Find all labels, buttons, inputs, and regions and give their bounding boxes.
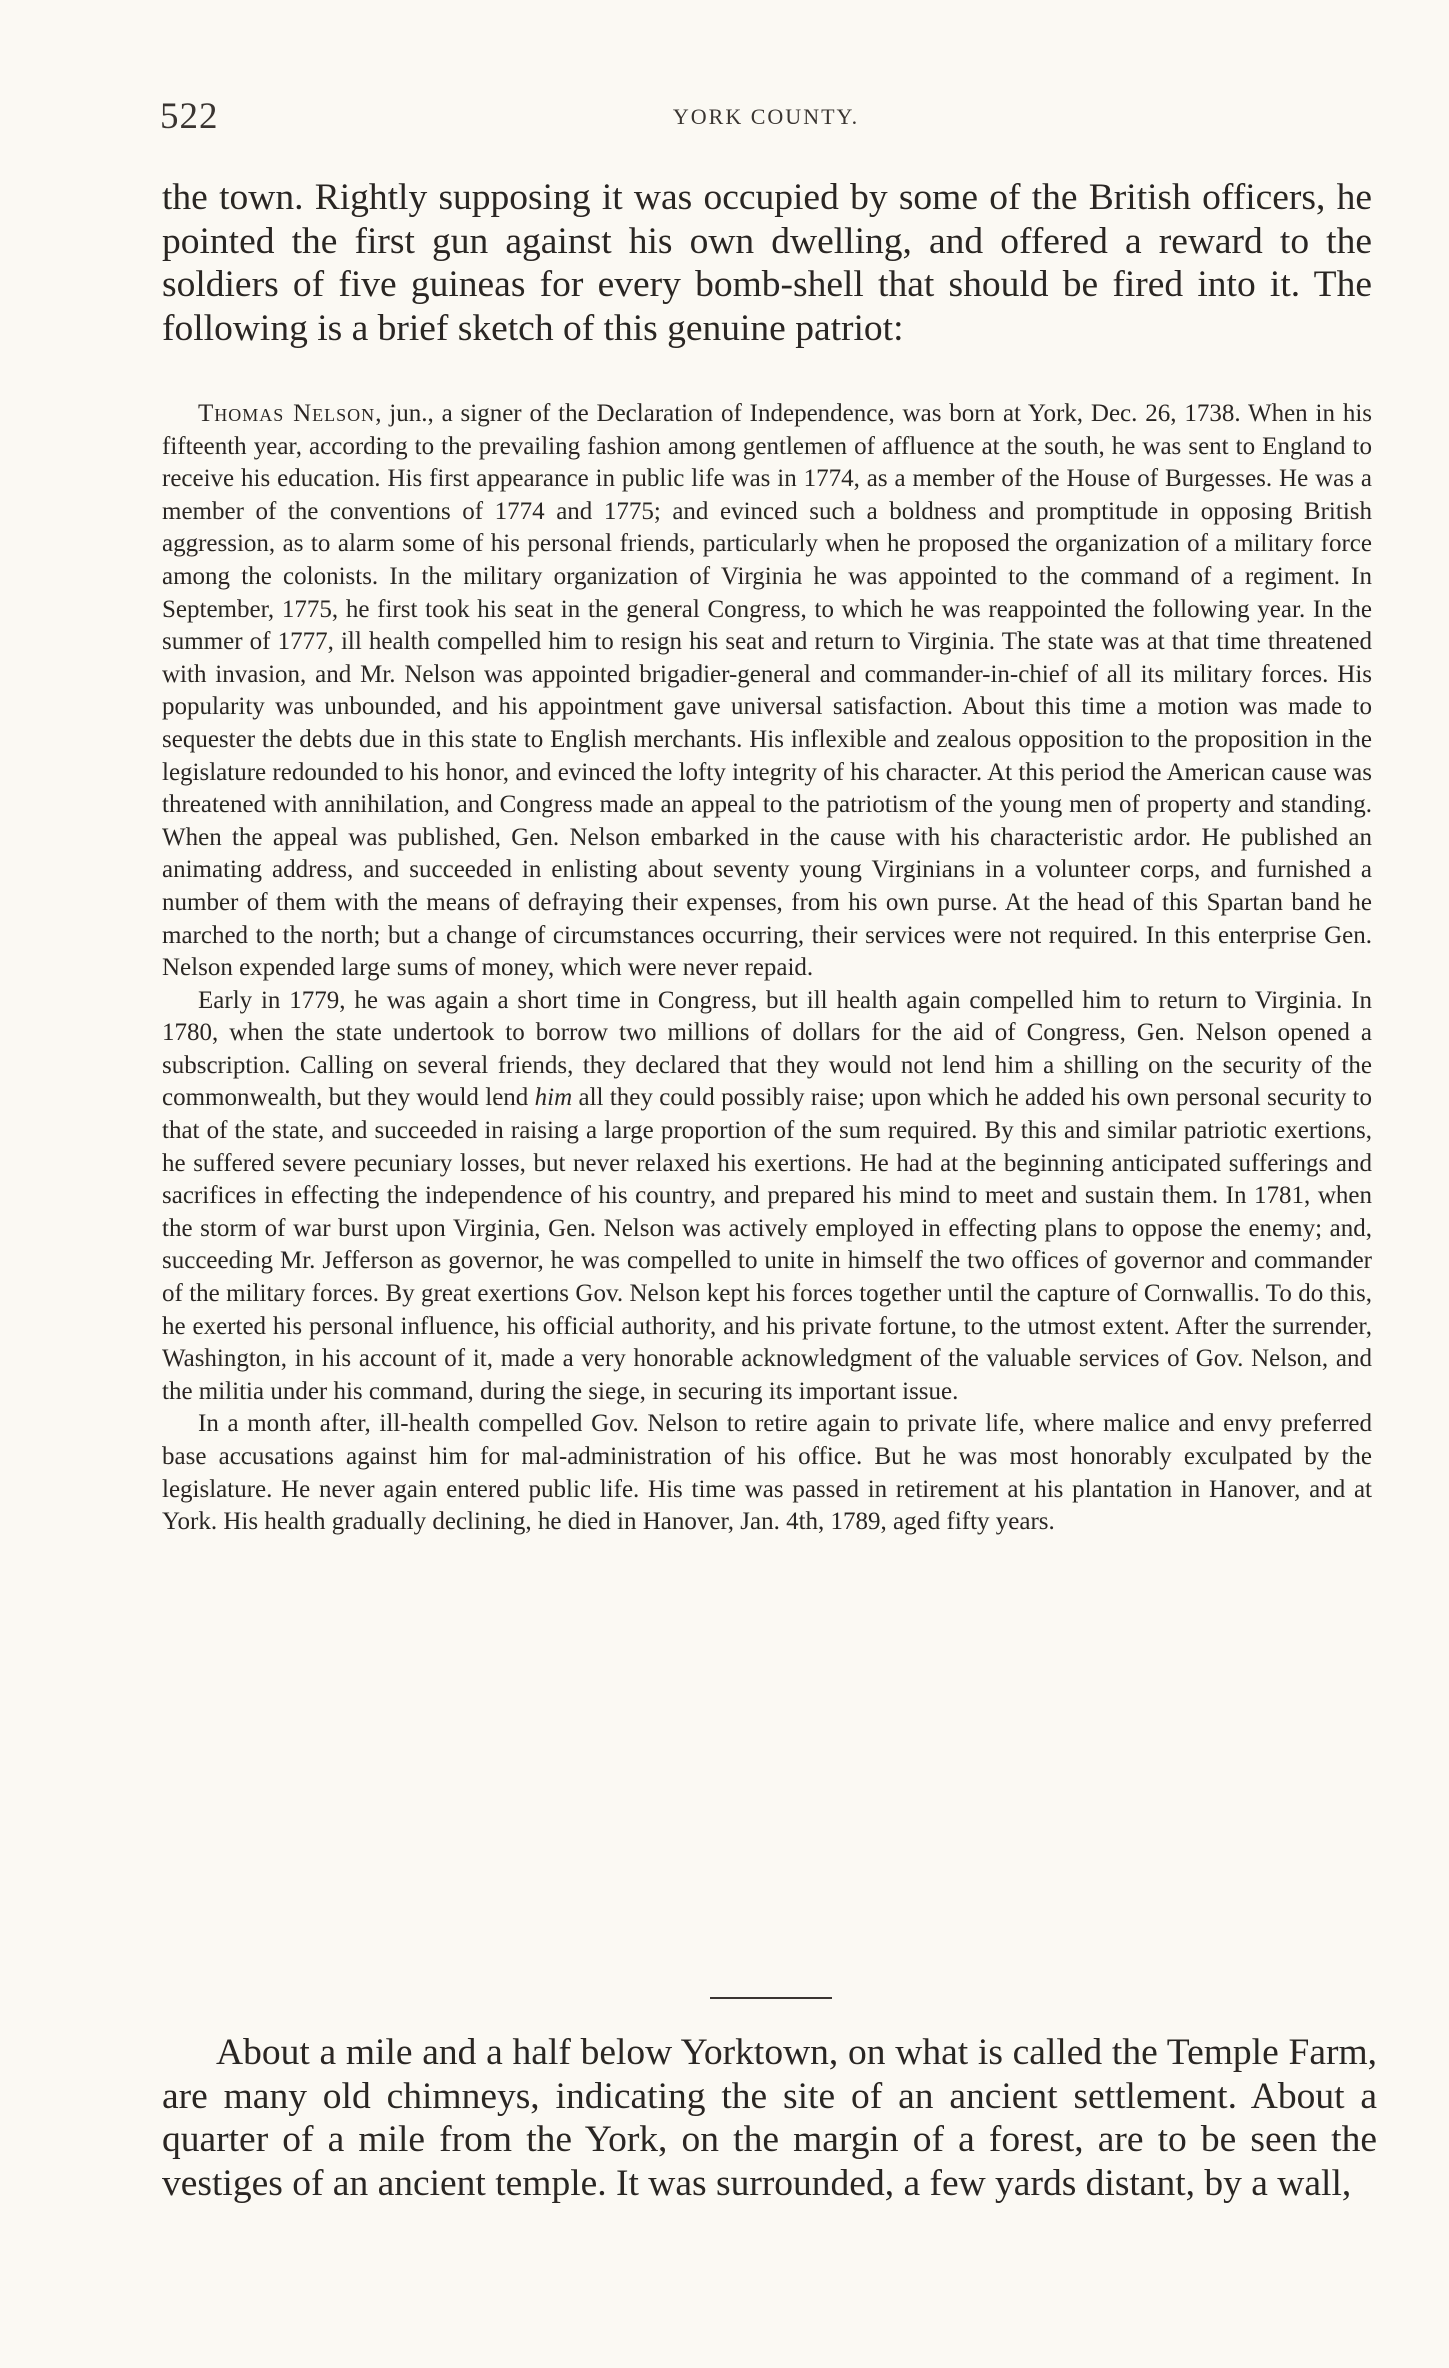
biography-paragraph-3: In a month after, ill-health compelled Gov. Nelson to retire again to private life, where malice and envy preferred base accusations against him for mal-administration of his office. But he was most honorably exculpated by the legislature. He never again entered public life. His time was passed in retirement at his plantation in Hanover, and at York. His health gradually declining, he died in Hanover, Jan. 4th, 1789, aged fifty years.	[162, 1410, 1372, 1536]
biography-sketch	[162, 398, 1372, 1539]
biography-paragraph-2	[162, 985, 1372, 1409]
page-number: 522	[160, 96, 219, 137]
biography-paragraph-2-text-b: all they could possibly raise; upon which he added his own personal security to that of the state, and succeeded in raising a large proportion of the sum required. By this and similar patriotic exertions, he suffered severe pecuniary losses, but never relaxed his exertions. He had at the beginning anticipated sufferings and sacrifices in effecting the independence of his country, and prepared his mind to meet and sustain them. In 1781, when the storm of war burst upon Virginia, Gen. Nelson was actively employed in effecting plans to oppose the enemy; and, succeeding Mr. Jefferson as governor, he was compelled to unite in himself the two offices of governor and commander of the military forces. By great exertions Gov. Nelson kept his forces together until the capture of Cornwallis. To do this, he exerted his personal influence, his official authority, and his private fortune, to the utmost extent. After the surrender, Washington, in his account of it, made a very honorable acknowledgment of the valuable services of Gov. Nelson, and the militia under his command, during the siege, in securing its important issue.	[162, 1084, 1372, 1405]
biography-paragraph-1-text: , jun., a signer of the Declaration of Independence, was born at York, Dec. 26, 1738. When in his fifteenth year, according to the prevailing fashion among gentlemen of affluence at the south, he was sent to England to receive his education. His first appearance in public life was in 1774, as a member of the House of Burgesses. He was a member of the conventions of 1774 and 1775; and evinced such a boldness and promptitude in opposing British aggression, as to alarm some of his personal friends, particularly when he proposed the organization of a military force among the colonists. In the military organization of Virginia he was appointed to the command of a regiment. In September, 1775, he first took his seat in the general Congress, to which he was reappointed the following year. In the summer of 1777, ill health compelled him to resign his seat and return to Virginia. The state was at that time threatened with invasion, and Mr. Nelson was appointed brigadier-general and commander-in-chief of all its military forces. His popularity was unbounded, and his appointment gave universal satisfaction. About this time a motion was made to sequester the debts due in this state to English merchants. His inflexible and zealous opposition to the proposition in the legislature redounded to his honor, and evinced the lofty integrity of his character. At this period the American cause was threatened with annihilation, and Congress made an appeal to the patriotism of the young men of property and standing. When the appeal was published, Gen. Nelson embarked in the cause with his characteristic ardor. He published an animating address, and succeeded in enlisting about seventy young Virginians in a volunteer corps, and furnished a number of them with the means of defraying their expenses, from his own purse. At the head of this Spartan band he marched to the north; but a change of circumstances occurring, their services were not required. In this enterprise Gen. Nelson expended large sums of money, which were never repaid.	[162, 400, 1372, 982]
biography-paragraph-2-text-a: Early in 1779, he was again a short time in Congress, but ill health again compelled him to return to Virginia. In 1780, when the state undertook to borrow two millions of dollars for the aid of Congress, Gen. Nelson opened a subscription. Calling on several friends, they declared that they would not lend him a shilling on the security of the commonwealth, but they would lend	[162, 986, 1372, 1112]
biography-subject-name: Thomas Nelson	[198, 400, 376, 427]
section-divider	[710, 1997, 832, 1999]
biography-paragraph-2-emphasis: him	[534, 1084, 573, 1112]
closing-paragraph: About a mile and a half below Yorktown, on what is called the Temple Farm, are many old chimneys, indicating the site of an ancient settlement. About a quarter of a mile from the York, on the margin of a forest, are to be seen the vestiges of an ancient temple. It was surrounded, a few yards distant, by a wall,	[162, 2032, 1377, 2204]
running-head: YORK COUNTY.	[672, 104, 860, 129]
lead-paragraph: the town. Rightly supposing it was occupied by some of the British officers, he pointed the first gun against his own dwelling, and offered a reward to the soldiers of five guineas for every bomb-shell that should be fired into it. The following is a brief sketch of this genuine patriot:	[162, 177, 1372, 349]
page-header	[160, 95, 1372, 135]
biography-paragraph-1	[162, 398, 1372, 985]
